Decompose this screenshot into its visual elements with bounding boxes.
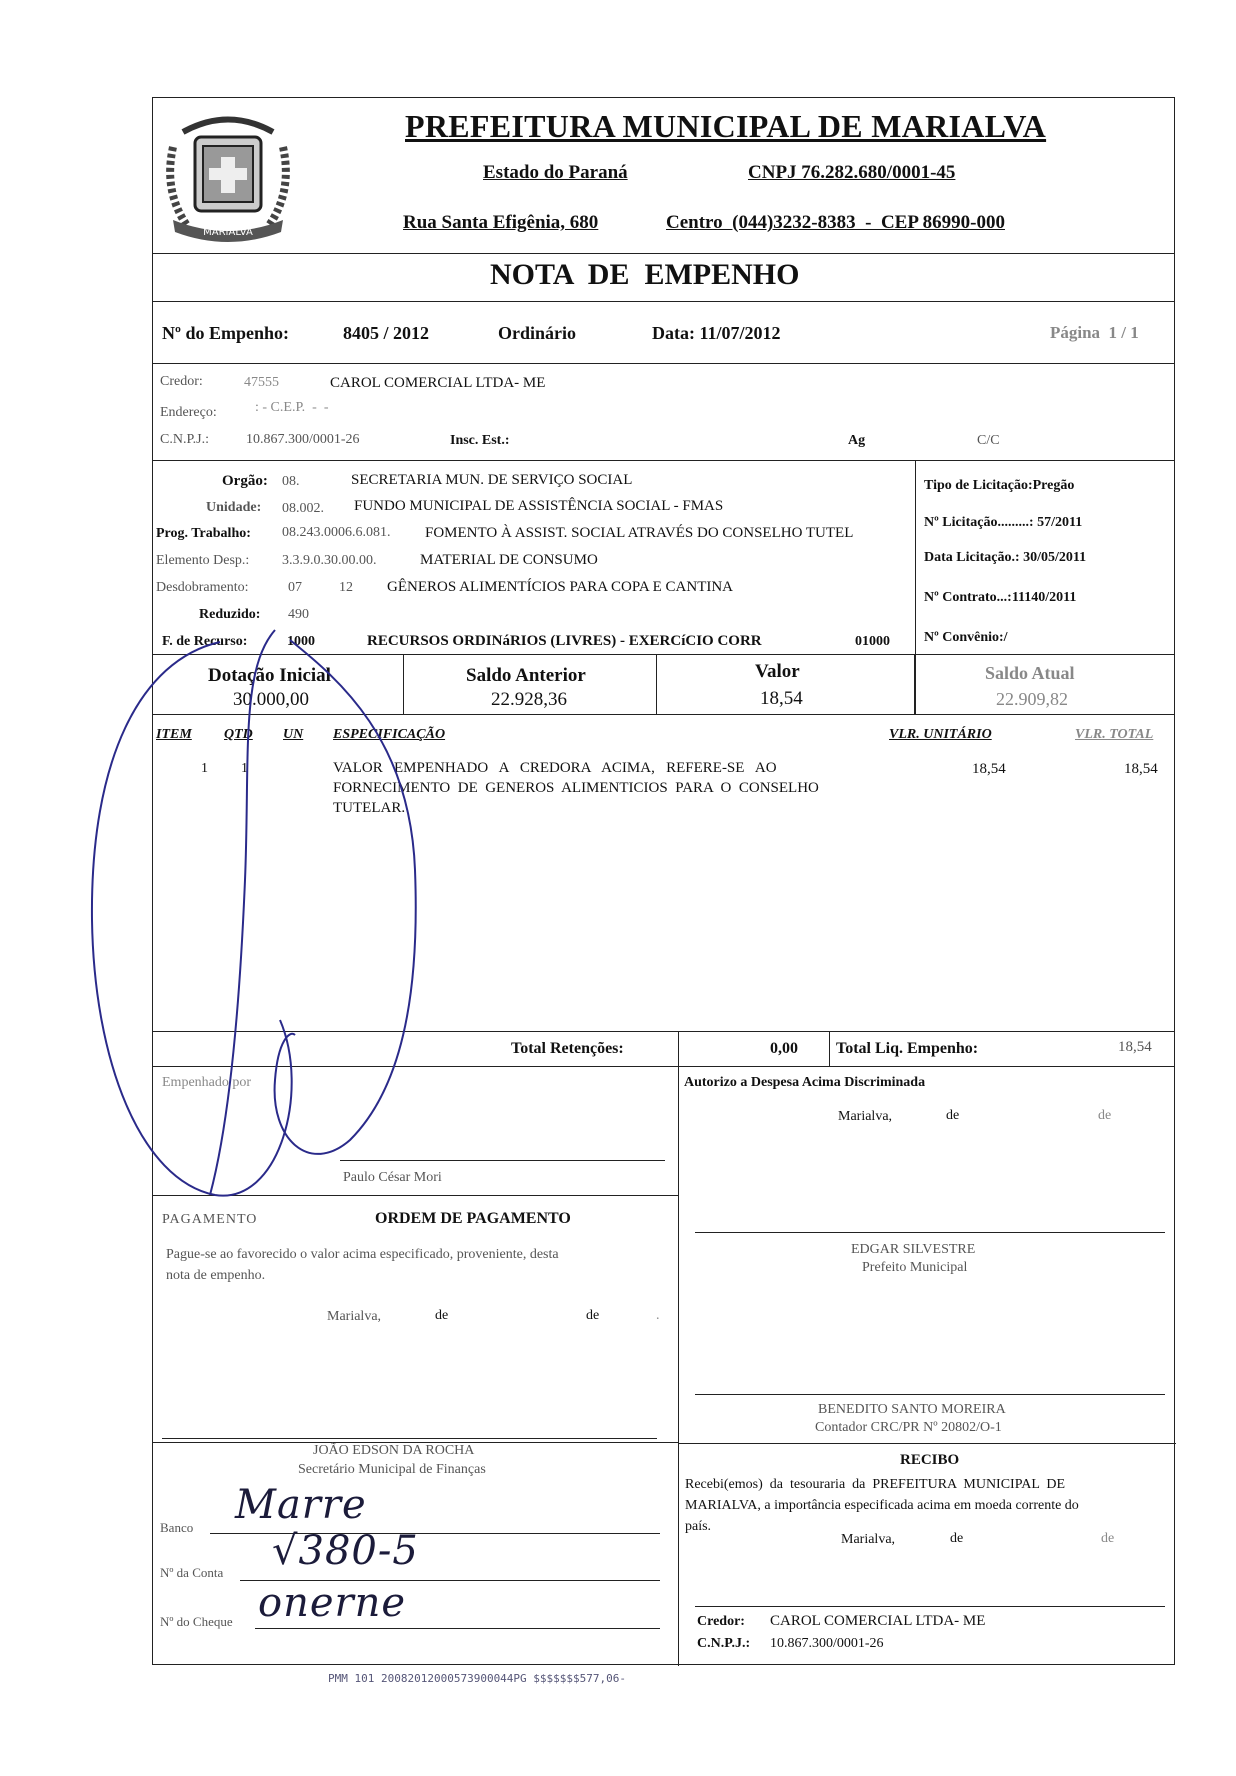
prefeito-title: Prefeito Municipal — [862, 1260, 968, 1275]
header-cnpj: CNPJ 76.282.680/0001-45 — [748, 162, 956, 183]
prefeito-name: EDGAR SILVESTRE — [851, 1242, 976, 1257]
tipo-licitacao: Tipo de Licitação:Pregão — [924, 478, 1075, 493]
unidade-label: Unidade: — [206, 500, 262, 515]
desdobramento-name: GÊNEROS ALIMENTÍCIOS PARA COPA E CANTINA — [387, 579, 734, 595]
recibo-cnpj-value: 10.867.300/0001-26 — [770, 1636, 884, 1651]
item-qtd: 1 — [241, 761, 248, 776]
pen-signature-mark — [80, 620, 460, 1210]
reduzido-label: Reduzido: — [199, 607, 261, 622]
dotacao-inicial-label: Dotação Inicial — [208, 665, 331, 686]
credor-code: 47555 — [244, 375, 279, 390]
col-qtd: QTD — [224, 727, 253, 742]
recibo-de2: de — [1101, 1531, 1115, 1546]
empenhado-por-label: Empenhado por — [162, 1075, 252, 1090]
cheque-handwritten[interactable]: onerne — [258, 1580, 407, 1626]
col-vlr-total: VLR. TOTAL — [1075, 727, 1154, 742]
pag-dot: . — [656, 1308, 660, 1323]
fonte-number: 01000 — [855, 634, 890, 649]
orgao-code: 08. — [282, 474, 300, 489]
contador-name: BENEDITO SANTO MOREIRA — [818, 1402, 1006, 1417]
desdobramento-b: 12 — [339, 580, 353, 595]
pag-de1: de — [435, 1308, 449, 1323]
fonte-name: RECURSOS ORDINáRIOS (LIVRES) - EXERCíCIO CORR — [367, 633, 762, 649]
ag-label: Ag — [848, 433, 866, 448]
address-value: : - C.E.P. - - — [255, 400, 329, 415]
saldo-anterior-value: 22.928,36 — [491, 689, 567, 710]
credor-name: CAROL COMERCIAL LTDA- ME — [330, 375, 546, 391]
autorizo-de2: de — [1098, 1108, 1112, 1123]
pag-de2: de — [586, 1308, 600, 1323]
fonte-label: F. de Recurso: — [162, 634, 248, 649]
contador-title: Contador CRC/PR Nº 20802/O-1 — [815, 1420, 1002, 1435]
crest-ribbon-text: MARIALVA — [203, 227, 253, 238]
saldo-atual-value: 22.909,82 — [996, 689, 1068, 709]
prog-code: 08.243.0006.6.081. — [282, 525, 391, 540]
autorizo-label: Autorizo a Despesa Acima Discriminada — [684, 1075, 926, 1090]
unidade-name: FUNDO MUNICIPAL DE ASSISTÊNCIA SOCIAL - FMAS — [354, 498, 724, 514]
desdobramento-label: Desdobramento: — [156, 580, 249, 595]
recibo-line2: MARIALVA, a importância especificada acima em moeda corrente do — [685, 1498, 1079, 1513]
empenho-type: Ordinário — [498, 323, 577, 343]
recibo-credor-label: Credor: — [697, 1614, 745, 1629]
pague-line2: nota de empenho. — [166, 1268, 266, 1283]
cnpj-value: 10.867.300/0001-26 — [246, 432, 360, 447]
unidade-code: 08.002. — [282, 501, 324, 516]
address-label: Endereço: — [160, 405, 217, 420]
prog-name: FOMENTO À ASSIST. SOCIAL ATRAVÉS DO CONSELHO TUTEL — [425, 525, 854, 541]
elemento-code: 3.3.9.0.30.00.00. — [282, 553, 377, 568]
empenho-date: Data: 11/07/2012 — [652, 323, 781, 343]
secretario-name: JOÃO EDSON DA ROCHA — [313, 1443, 475, 1458]
empenho-number-label: Nº do Empenho: — [162, 323, 289, 343]
orgao-label: Orgão: — [222, 473, 268, 489]
recibo-de1: de — [950, 1531, 964, 1546]
numero-licitacao: Nº Licitação.........: 57/2011 — [924, 515, 1083, 530]
saldo-anterior-label: Saldo Anterior — [466, 665, 586, 686]
pague-line1: Pague-se ao favorecido o valor acima especificado, proveniente, desta — [166, 1247, 559, 1262]
recibo-title: RECIBO — [900, 1452, 960, 1468]
empenho-number: 8405 / 2012 — [343, 323, 430, 343]
numero-convenio: Nº Convênio:/ — [924, 630, 1008, 645]
item-desc-line1: VALOR EMPENHADO A CREDORA ACIMA, REFERE-SE AO — [333, 760, 777, 776]
header-street: Rua Santa Efigênia, 680 — [403, 212, 599, 233]
recibo-credor-name: CAROL COMERCIAL LTDA- ME — [770, 1613, 986, 1629]
col-item: ITEM — [156, 727, 192, 742]
empenhado-por-name: Paulo César Mori — [343, 1170, 442, 1185]
page-title: PREFEITURA MUNICIPAL DE MARIALVA — [405, 108, 1047, 144]
recibo-city: Marialva, — [841, 1532, 896, 1547]
page-number: Página 1 / 1 — [1050, 323, 1139, 342]
recibo-cnpj-label: C.N.P.J.: — [697, 1636, 751, 1651]
col-especificacao: ESPECIFICAÇÃO — [333, 727, 446, 742]
elemento-label: Elemento Desp.: — [156, 553, 250, 568]
item-vlr-unitario: 18,54 — [972, 761, 1006, 777]
item-vlr-total: 18,54 — [1124, 761, 1158, 777]
insc-est-label: Insc. Est.: — [450, 433, 510, 448]
ordem-pagamento-title: ORDEM DE PAGAMENTO — [375, 1210, 571, 1227]
data-licitacao: Data Licitação.: 30/05/2011 — [924, 550, 1087, 565]
recibo-line1: Recebi(emos) da tesouraria da PREFEITURA MUNICIPAL DE — [685, 1477, 1066, 1492]
autorizo-de1: de — [946, 1108, 960, 1123]
cnpj-label: C.N.P.J.: — [160, 432, 210, 447]
valor-label: Valor — [755, 661, 800, 682]
desdobramento-a: 07 — [288, 580, 302, 595]
reduzido-value: 490 — [288, 607, 309, 622]
saldo-atual-label: Saldo Atual — [985, 663, 1075, 683]
footer-stamp: PMM 101 20082012000573900044PG $$$$$$$577,06- — [328, 1672, 627, 1685]
valor-value: 18,54 — [760, 688, 803, 709]
header-contact: Centro (044)3232-8383 - CEP 86990-000 — [666, 212, 1005, 233]
fonte-code: 1000 — [287, 634, 315, 649]
total-liq-value: 18,54 — [1118, 1039, 1152, 1055]
item-desc-line3: TUTELAR. — [333, 800, 406, 816]
credor-label: Credor: — [160, 374, 203, 389]
orgao-name: SECRETARIA MUN. DE SERVIÇO SOCIAL — [351, 472, 633, 488]
conta-handwritten[interactable]: √380-5 — [272, 1528, 419, 1574]
dotacao-inicial-value: 30.000,00 — [233, 689, 309, 710]
pag-city: Marialva, — [327, 1309, 382, 1324]
doc-title: NOTA DE EMPENHO — [490, 258, 800, 291]
col-un: UN — [283, 727, 304, 742]
recibo-line3: país. — [685, 1519, 712, 1534]
header-state: Estado do Paraná — [483, 162, 628, 183]
total-retencoes-value: 0,00 — [770, 1040, 798, 1057]
autorizo-city: Marialva, — [838, 1109, 893, 1124]
prog-label: Prog. Trabalho: — [156, 526, 251, 541]
pagamento-label: PAGAMENTO — [162, 1212, 258, 1227]
secretario-title: Secretário Municipal de Finanças — [298, 1462, 486, 1477]
elemento-name: MATERIAL DE CONSUMO — [420, 552, 598, 568]
total-retencoes-label: Total Retenções: — [511, 1040, 624, 1057]
total-liq-label: Total Liq. Empenho: — [836, 1040, 979, 1057]
cheque-label: Nº do Cheque — [160, 1614, 233, 1629]
conta-label: Nº da Conta — [160, 1565, 224, 1580]
banco-label: Banco — [160, 1520, 194, 1535]
col-vlr-unitario: VLR. UNITÁRIO — [889, 727, 992, 742]
banco-handwritten[interactable]: Marre — [235, 1482, 367, 1528]
item-desc-line2: FORNECIMENTO DE GENEROS ALIMENTICIOS PARA O CONSELHO — [333, 780, 819, 796]
item-number: 1 — [201, 761, 208, 776]
numero-contrato: Nº Contrato...:11140/2011 — [924, 590, 1077, 605]
cc-label: C/C — [977, 433, 1000, 448]
